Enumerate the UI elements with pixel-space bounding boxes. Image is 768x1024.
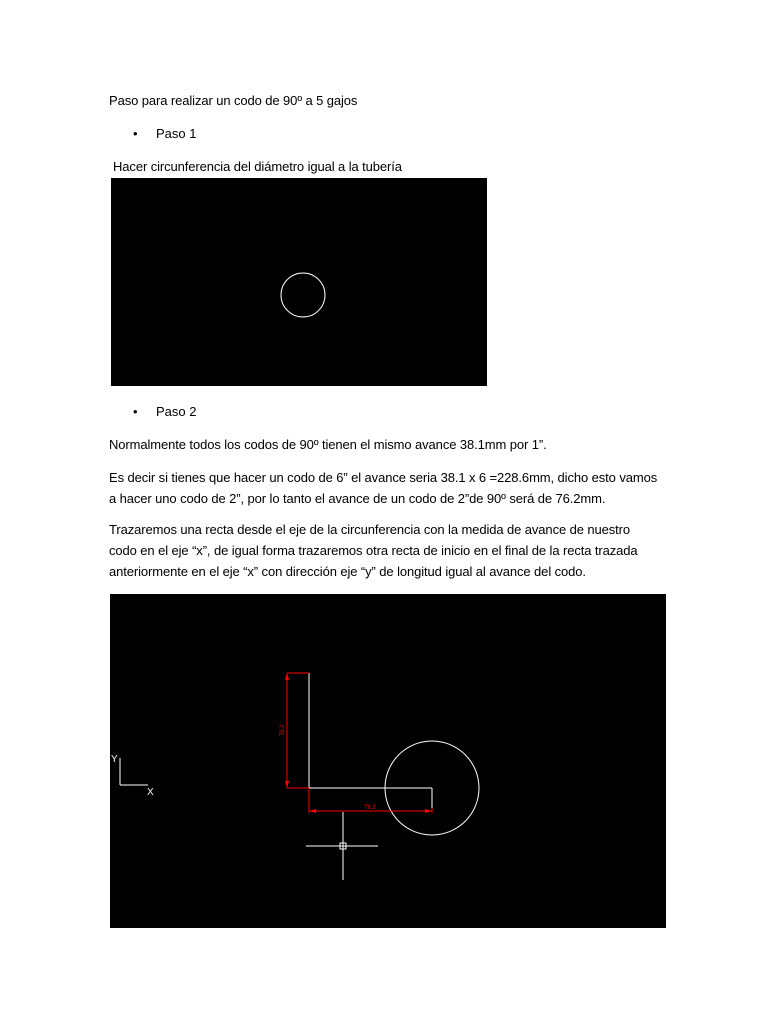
- figure-cad-lines: [110, 594, 666, 928]
- step-1-label: Paso 1: [156, 126, 197, 141]
- step-2-label: Paso 2: [156, 404, 197, 419]
- pipe-circle: [281, 273, 325, 317]
- document-title: Paso para realizar un codo de 90º a 5 gajos: [109, 93, 358, 108]
- horizontal-dimension: [309, 788, 432, 813]
- dimension-vertical-label: 76.2: [280, 724, 286, 736]
- paragraph-example-line-2: a hacer uno codo de 2”, por lo tanto el avance de un codo de 2”de 90º será de 76.2mm.: [109, 491, 606, 506]
- figure-circle: [111, 178, 487, 386]
- step-1-instruction: Hacer circunferencia del diámetro igual a la tubería: [113, 159, 402, 174]
- bullet-icon: •: [133, 404, 138, 419]
- crosshair-cursor-icon: [306, 812, 378, 880]
- paragraph-advance: Normalmente todos los codos de 90º tienen el mismo avance 38.1mm por 1”.: [109, 437, 547, 452]
- ucs-axis-icon: [111, 754, 154, 798]
- axis-x-label: X: [147, 787, 154, 798]
- dimension-horizontal-label: 76.2: [364, 805, 376, 811]
- paragraph-lines-line-1: Trazaremos una recta desde el eje de la circunferencia con la medida de avance de nuestro: [109, 522, 631, 537]
- paragraph-example-line-1: Es decir si tienes que hacer un codo de 6” el avance seria 38.1 x 6 =228.6mm, dicho esto vamos: [109, 470, 658, 485]
- vertical-dimension: [280, 673, 309, 788]
- paragraph-lines-line-3: anteriormente en el eje “x” con dirección eje “y” de longitud igual al avance del codo.: [109, 564, 586, 579]
- paragraph-lines-line-2: codo en el eje “x”, de igual forma trazaremos otra recta de inicio en el final de la recta trazada: [109, 543, 638, 558]
- axis-y-label: Y: [111, 754, 118, 765]
- bullet-icon: •: [133, 126, 138, 141]
